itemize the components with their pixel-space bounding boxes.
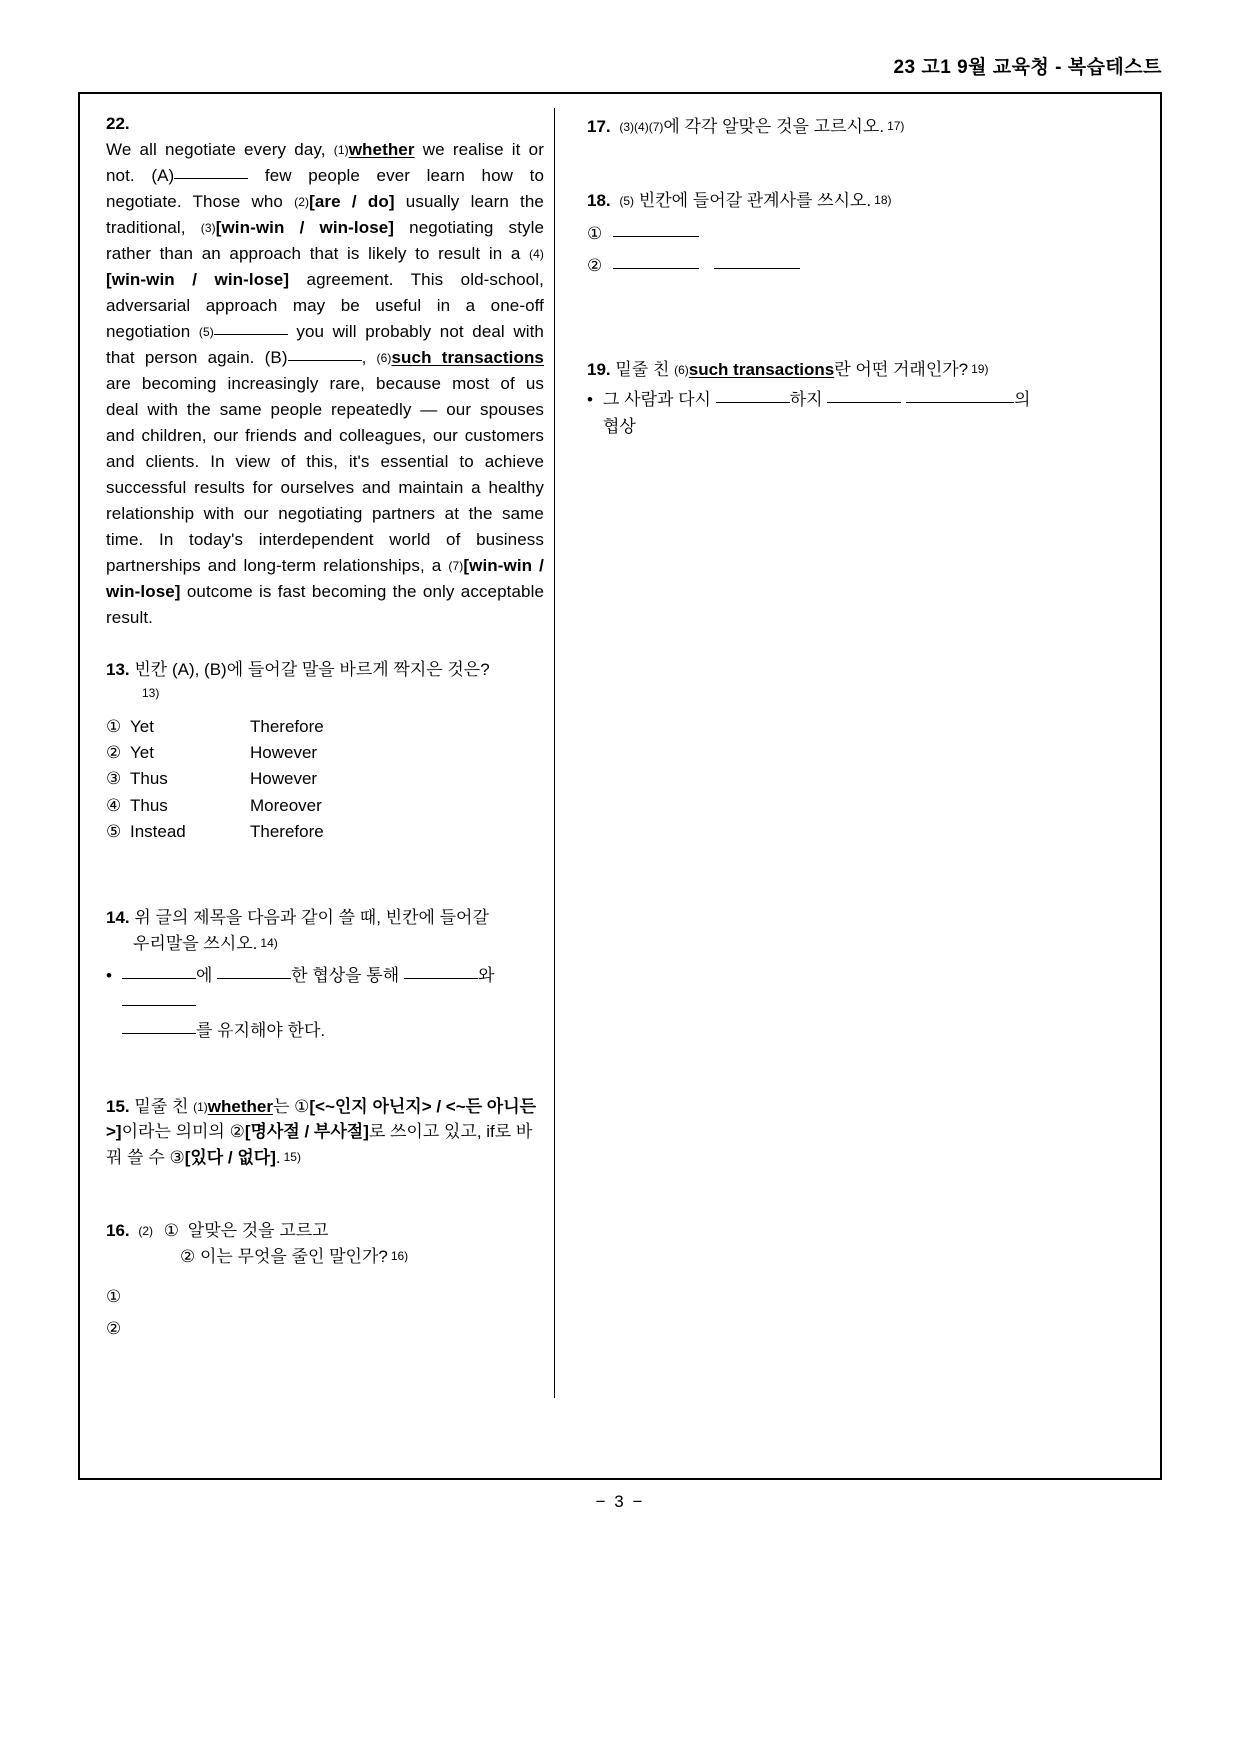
q18-blank-1[interactable] [613, 236, 699, 237]
q18-answer-1[interactable] [587, 221, 1140, 247]
q14-answer-c: 와 [477, 966, 495, 986]
q18-blank-3[interactable] [714, 268, 800, 269]
passage-span: we realise it or not. (A) [106, 140, 544, 185]
q13-choice-3[interactable] [106, 766, 544, 792]
page-header [78, 52, 1162, 86]
choice-option-a: Yet [130, 716, 154, 736]
header-title: 23 고1 9월 교육청 - 복습테스트 [893, 57, 1162, 78]
q15-sup1: (1) [193, 1099, 208, 1114]
q19-number: 19. [587, 360, 611, 380]
two-column-layout [80, 94, 1160, 1478]
q15-pre: 밑줄 친 [134, 1096, 194, 1116]
passage-blank[interactable] [174, 178, 248, 179]
question-16 [106, 1218, 544, 1344]
q16-sub2-text: 이는 무엇을 줄인 말인가? [199, 1246, 388, 1266]
q15-mark1: ① [294, 1096, 310, 1116]
q15-number: 15. [106, 1096, 130, 1116]
q19-pre: 밑줄 친 [615, 360, 675, 380]
passage-marker: (6) [376, 351, 392, 365]
q15-tail: . [275, 1147, 281, 1167]
question-14 [106, 905, 544, 1044]
q14-blank-5[interactable] [122, 1033, 196, 1034]
q18-blank-2[interactable] [613, 268, 699, 269]
passage-marker: (2) [294, 195, 310, 209]
choice-option-a: Yet [130, 742, 154, 762]
q14-answer-bullet [106, 962, 544, 1044]
q13-choice-5[interactable] [106, 819, 544, 845]
passage-span: you will probably not deal with that person again. (B) [106, 322, 544, 367]
q18-tag: (5) [619, 194, 635, 209]
q14-blank-3[interactable] [404, 978, 478, 979]
q16-tag: (2) [138, 1224, 154, 1239]
passage-span: agreement. This old-school, adversarial approach may be useful in a one-off negotiation [106, 270, 544, 341]
q19-answer-c: 의 [1014, 389, 1031, 409]
passage-underlined-phrase: whether [348, 140, 415, 159]
q15-bold2: [명사절 / 부사절] [244, 1122, 369, 1142]
passage-marker: (4) [529, 247, 544, 261]
passage-choice-pair: [win-win / win-lose] [215, 218, 395, 237]
q13-choices [106, 714, 544, 846]
choice-option-a: Thus [130, 795, 168, 815]
q14-answer-b: 한 협상을 통해 [291, 966, 400, 986]
q19-ref: 19) [971, 362, 989, 377]
q14-answer-a: 에 [196, 966, 213, 986]
q15-mark3: ③ [169, 1147, 185, 1167]
choice-marker: ② [106, 742, 122, 762]
q19-blank-3[interactable] [906, 402, 1014, 403]
bullet-icon: • [106, 966, 112, 986]
passage-span: negotiating style rather than an approach that is likely to result in a [106, 218, 544, 263]
passage-choice-pair: [are / do] [309, 192, 395, 211]
q14-blank-1[interactable] [122, 978, 196, 979]
q18-number: 18. [587, 191, 611, 211]
q14-prompt-line2-wrap [106, 931, 544, 957]
q19-blank-1[interactable] [716, 402, 790, 403]
q13-choice-4[interactable] [106, 793, 544, 819]
passage-underlined-phrase: such transactions [391, 348, 544, 367]
q17-ref: 17) [887, 119, 905, 133]
q17-number: 17. [587, 117, 611, 136]
q18-answer-2[interactable] [587, 253, 1140, 279]
q14-blank-2[interactable] [217, 978, 291, 979]
right-column [555, 94, 1160, 1478]
passage-text [106, 137, 544, 631]
q16-answer-1[interactable] [106, 1281, 544, 1312]
page-footer [0, 1492, 1240, 1512]
q19-answer-a: 그 사람과 다시 [603, 389, 711, 409]
passage-marker: (5) [198, 325, 214, 339]
q14-answer-body [122, 962, 544, 1044]
q19-answer-bullet [587, 386, 1140, 440]
choice-option-b: However [250, 742, 318, 762]
q13-prompt: 빈칸 (A), (B)에 들어갈 말을 바르게 짝지은 것은? [134, 660, 490, 679]
content-frame [78, 92, 1162, 1480]
q19-answer-b: 하지 [789, 389, 823, 409]
passage-span: We all negotiate every day, [106, 140, 334, 159]
q17-tag: (3)(4)(7) [619, 120, 664, 134]
answer-marker: ② [106, 1318, 122, 1338]
q16-ref: 16) [390, 1248, 409, 1263]
answer-marker: ① [587, 223, 603, 243]
passage-span: are becoming increasingly rare, because most of us deal with the same people repeatedly — our spouses and children, our friends and colleagues, our customers and clients. In view of this, it's essential to achieve successful results for ourselves and maintain a healthy relationship with our negotiating partners at the same time. In today's interdependent world of business partnerships and long-term relationships, a [106, 374, 544, 575]
q19-sup: (6) [674, 363, 689, 378]
q16-answer-area [106, 1281, 544, 1344]
q14-ref: 14) [260, 935, 278, 950]
q15-body [106, 1097, 536, 1167]
passage-span: outcome is fast becoming the only acceptable result. [106, 582, 544, 627]
q15-ref: 15) [283, 1149, 301, 1164]
q14-blank-4[interactable] [122, 1005, 196, 1006]
q13-choice-2[interactable] [106, 740, 544, 766]
choice-marker: ① [106, 716, 122, 736]
question-15 [106, 1094, 544, 1171]
q18-prompt: 빈칸에 들어갈 관계사를 쓰시오. [638, 191, 872, 211]
choice-marker: ③ [106, 769, 122, 789]
bullet-icon: • [587, 389, 593, 409]
q19-answer-body [603, 386, 1140, 440]
q14-prompt-line2: 우리말을 쓰시오. [133, 933, 258, 953]
question-13 [106, 657, 544, 845]
q16-sub1-text: 알맞은 것을 고르고 [187, 1221, 329, 1241]
q14-number: 14. [106, 908, 130, 928]
q13-choice-1[interactable] [106, 714, 544, 740]
question-19 [587, 357, 1140, 440]
passage-blank[interactable] [288, 360, 362, 361]
choice-option-b: Moreover [250, 795, 322, 815]
choice-marker: ⑤ [106, 821, 122, 841]
passage-span: few people ever learn how to negotiate. Those who [106, 166, 544, 211]
q18-ref: 18) [874, 193, 892, 208]
q14-prompt-line1: 위 글의 제목을 다음과 같이 쓸 때, 빈칸에 들어갈 [134, 908, 489, 928]
choice-option-a: Instead [130, 821, 186, 841]
choice-option-b: However [250, 769, 318, 789]
left-column [80, 94, 554, 1478]
q16-answer-2[interactable] [106, 1313, 544, 1344]
q13-ref: 13) [142, 685, 160, 700]
q16-number: 16. [106, 1221, 130, 1241]
answer-marker: ② [587, 256, 603, 276]
q19-keyword: such transactions [688, 360, 835, 380]
choice-marker: ④ [106, 795, 122, 815]
page-number: − 3 − [595, 1492, 645, 1511]
passage-span: usually learn the traditional, [106, 192, 544, 237]
q13-number: 13. [106, 660, 130, 679]
q15-bold1: [<~인지 아닌지> / <~든 아니든>] [106, 1096, 537, 1142]
choice-option-b: Therefore [250, 716, 324, 736]
passage-marker: (7) [448, 559, 464, 573]
answer-marker: ① [106, 1287, 122, 1307]
q19-answer-line2: 협상 [603, 416, 636, 436]
q15-keyword: whether [207, 1096, 273, 1116]
q16-sub1-mark: ① [163, 1221, 180, 1241]
passage-choice-pair: [win-win / win-lose] [106, 270, 290, 289]
q15-bold3: [있다 / 없다] [184, 1147, 276, 1167]
q15-mark2: ② [229, 1122, 245, 1142]
passage-marker: (3) [200, 221, 216, 235]
passage-block [106, 114, 544, 631]
q17-prompt: 에 각각 알맞은 것을 고르시오. [663, 117, 885, 136]
passage-span: , [361, 348, 377, 367]
passage-marker: (1) [333, 143, 349, 157]
q15-mid2: 로 쓰이고 있고, if로 바꿔 쓸 수 [106, 1122, 533, 1167]
q19-post: 란 어떤 거래인가? [834, 360, 969, 380]
question-17 [587, 114, 1140, 140]
q15-mid1: 이라는 의미의 [121, 1122, 230, 1142]
q15-post1: 는 [272, 1096, 295, 1116]
q16-sub2-mark: ② [180, 1246, 196, 1266]
passage-number: 22. [106, 114, 130, 133]
q19-blank-2[interactable] [827, 402, 901, 403]
q16-sub2 [106, 1244, 544, 1270]
passage-blank[interactable] [214, 334, 288, 335]
choice-option-b: Therefore [250, 821, 324, 841]
q14-answer-line2: 를 유지해야 한다. [196, 1020, 326, 1040]
passage-choice-pair: [win-win / win-lose] [106, 556, 544, 601]
question-18 [587, 188, 1140, 279]
choice-option-a: Thus [130, 769, 168, 789]
